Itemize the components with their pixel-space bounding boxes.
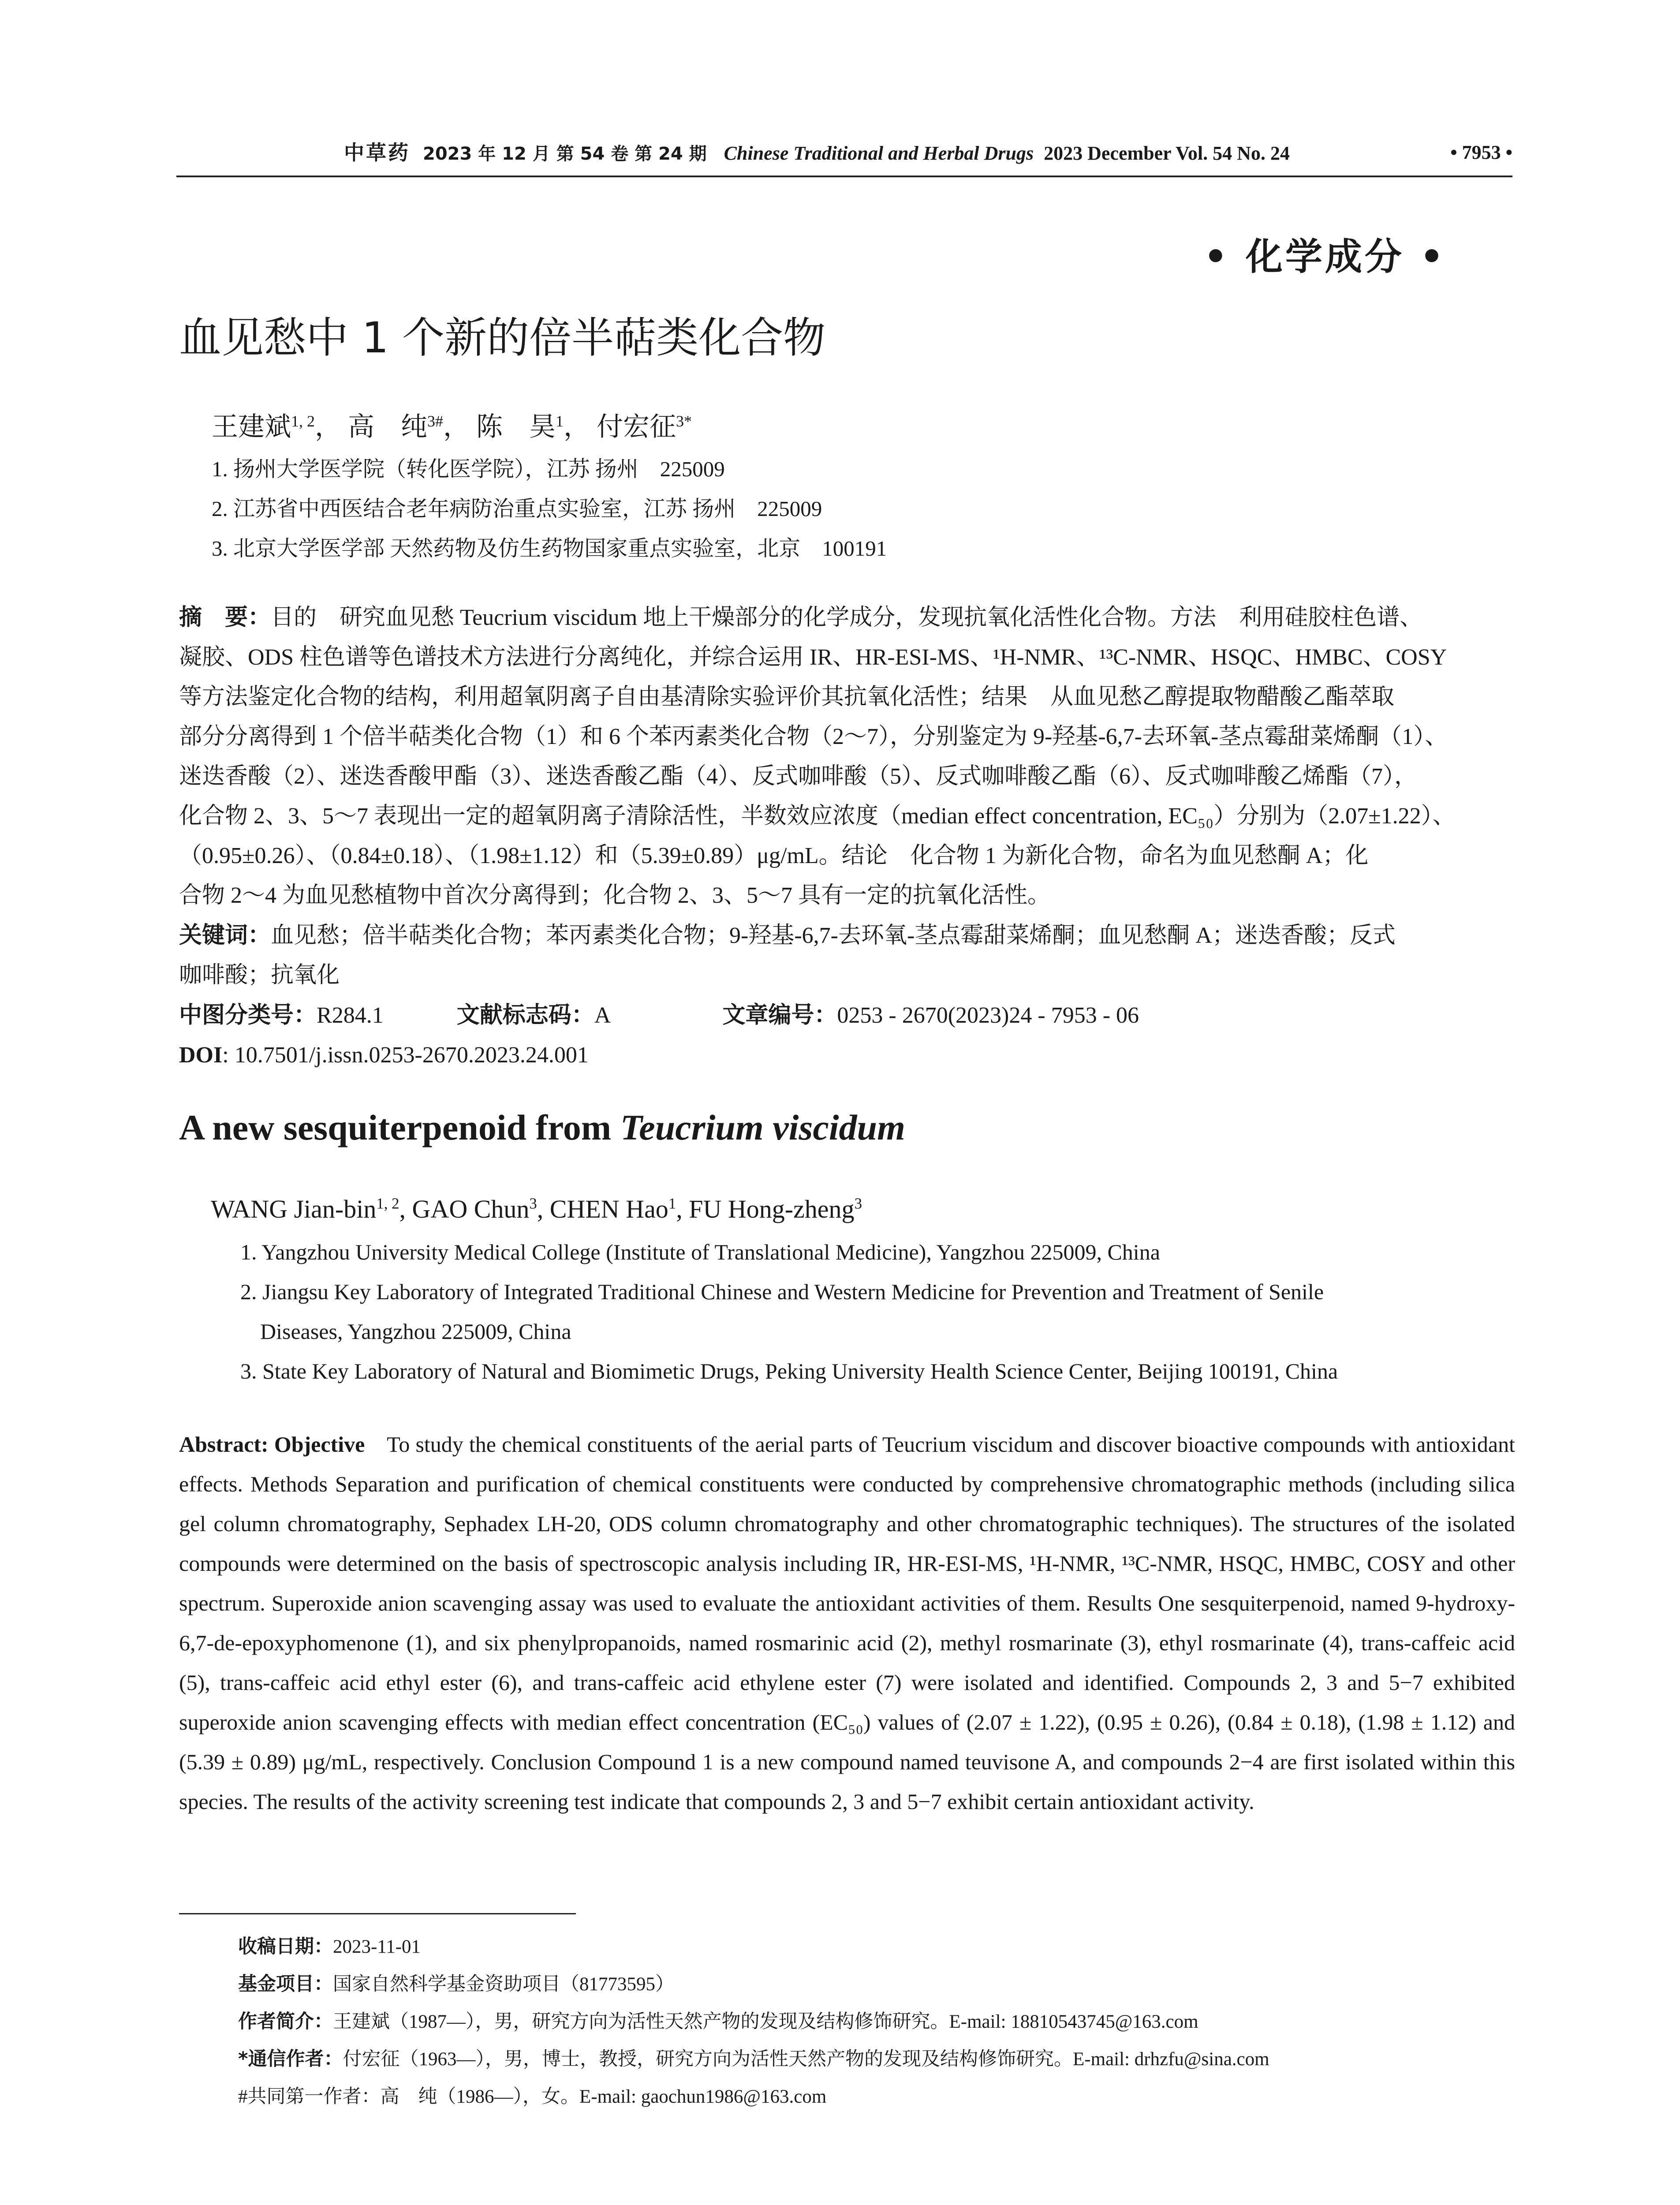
cn-abstract-label: 摘 要： [179,604,271,631]
cn-abstract-line: 凝胶、ODS 柱色谱等色谱技术方法进行分离纯化，并综合运用 IR、HR-ESI-MS、¹H-NMR、¹³C-NMR、HSQC、HMBC、COSY [179,645,1447,670]
footnote-fund [238,1969,674,1996]
en-title [179,1107,905,1148]
cn-affiliation: 2. 江苏省中西医结合老年病防治重点实验室，江苏 扬州 225009 [212,497,822,521]
journal-name-cn: 中草药 [344,141,410,164]
footnote-corresponding [238,2044,1269,2071]
en-affiliation: 3. State Key Laboratory of Natural and Biomimetic Drugs, Peking University Health Science Center, Beijing 100191, China [240,1359,1338,1383]
en-author-mark: 3 [854,1195,862,1212]
issue-en: 2023 December Vol. 54 No. 24 [1044,142,1290,164]
doccode-value: A [594,1003,610,1028]
doccode-label: 文献标志码： [456,1002,594,1028]
en-author: WANG Jian-bin [211,1195,377,1223]
cn-abstract-line: 等方法鉴定化合物的结构，利用超氧阴离子自由基清除实验评价其抗氧化活性；结果 从血见愁乙醇提取物醋酸乙酯萃取 [179,684,1395,710]
footnote-label: #共同第一作者： [238,2086,381,2107]
en-affiliation: Diseases, Yangzhou 225009, China [260,1319,571,1344]
cn-author-mark: 1 [556,412,564,430]
cn-affiliation: 3. 北京大学医学部 天然药物及仿生药物国家重点实验室，北京 100191 [212,536,887,561]
issue-cn: 2023 年 12 月 第 54 卷 第 24 期 [423,144,707,164]
cn-author: 陈 昊 [476,412,556,441]
en-abstract [179,1424,1515,1821]
article-no-value: 0253 - 2670(2023)24 - 7953 - 06 [837,1003,1139,1028]
footnote-received [238,1932,421,1958]
en-title-text: A new sesquiterpenoid from [179,1107,620,1147]
cn-abstract-line: 迷迭香酸（2）、迷迭香酸甲酯（3）、迷迭香酸乙酯（4）、反式咖啡酸（5）、反式咖啡酸乙酯（6）、反式咖啡酸乙烯酯（7）， [179,764,1418,789]
en-abstract-label: Abstract: Objective [179,1432,365,1457]
section-tag: • 化学成分 • [1204,235,1446,278]
keywords-line: 血见愁；倍半萜类化合物；苯丙素类化合物；9-羟基-6,7-去环氧-茎点霉甜菜烯酮；血见愁酮 A；迷迭香酸；反式 [271,923,1396,948]
en-author: CHEN Hao [549,1195,668,1223]
footnote-text: 王建斌（1987—），男，研究方向为活性天然产物的发现及结构修饰研究。E-mail: 18810543745@163.com [333,2011,1198,2032]
article-no-label: 文章编号： [722,1002,837,1028]
clc-label: 中图分类号： [179,1002,317,1028]
cn-abstract-line: 化合物 2、3、5～7 表现出一定的超氧阴离子清除活性，半数效应浓度（median effect concentration, EC₅₀）分别为（2.07±1.22）、 [179,804,1456,829]
cn-title: 血见愁中 1 个新的倍半萜类化合物 [179,313,826,363]
en-title-species: Teucrium viscidum [620,1107,905,1147]
cn-abstract-line: 目的 研究血见愁 Teucrium viscidum 地上干燥部分的化学成分，发现抗氧化活性化合物。方法 利用硅胶柱色谱、 [271,605,1423,630]
footnote-text: 国家自然科学基金资助项目（81773595） [333,1974,674,1995]
footnote-rule [179,1913,576,1914]
cn-abstract [179,598,1515,1075]
cn-abstract-line: （0.95±0.26）、（0.84±0.18）、（1.98±1.12）和（5.39±0.89）μg/mL。结论 化合物 1 为新化合物，命名为血见愁酮 A；化 [179,843,1369,868]
header-rule [176,176,1512,177]
footnote-text: 付宏征（1963—），男，博士，教授，研究方向为活性天然产物的发现及结构修饰研究。E-mail: drhzfu@sina.com [343,2049,1269,2070]
en-author-mark: 3 [529,1195,537,1212]
en-author-mark: 1, 2 [376,1195,399,1212]
page-number: • 7953 • [1450,142,1512,163]
en-authors: WANG Jian-bin$^{1, 2}$, GAO Chun$^3$, CHEN Hao$^1$, FU Hong-zheng$^3$ [211,1195,862,1223]
keywords-line: 咖啡酸；抗氧化 [179,963,340,988]
en-author: FU Hong-zheng [689,1195,855,1223]
en-abstract-text: To study the chemical constituents of the aerial parts of Teucrium viscidum and discover bioactive compounds with antioxidant effects. Methods Separation and purification of chemical constituents were conducted by comprehensive chromatographic methods (including silica gel column chromatography, Sephadex LH-20, ODS column chromatography and other chromatographic techniques). The structures of the isolated compounds were determined on the basis of spectroscopic analysis including IR, HR-ESI-MS, ¹H-NMR, ¹³C-NMR, HSQC, HMBC, COSY and other spectrum. Superoxide anion scavenging assay was used to evaluate the antioxidant activities of them. Results One sesquiterpenoid, named 9-hydroxy-6,7-de-epoxyphomenone (1), and six phenylpropanoids, named rosmarinic acid (2), methyl rosmarinate (3), ethyl rosmarinate (4), trans-caffeic acid (5), trans-caffeic acid ethyl ester (6), and trans-caffeic acid ethylene ester (7) were isolated and identified. Compounds 2, 3 and 5−7 exhibited superoxide anion scavenging effects with median effect concentration (EC₅₀) values of (2.07 ± 1.22), (0.95 ± 0.26), (0.84 ± 0.18), (1.98 ± 1.12) and (5.39 ± 0.89) μg/mL, respectively. Conclusion Compound 1 is a new compound named teuvisone A, and compounds 2−4 are first isolated within this species. The results of the activity screening test indicate that compounds 2, 3 and 5−7 exhibit certain antioxidant activity. [179,1432,1516,1814]
journal-name-en: Chinese Traditional and Herbal Drugs [724,142,1034,164]
cn-authors [212,406,692,444]
doi-label: DOI [179,1043,223,1068]
footnote-label: *通信作者： [238,2048,343,2070]
footnote-cofirst [238,2082,826,2108]
en-author: GAO Chun [412,1195,530,1223]
footnote-label: 作者简介： [238,2011,333,2033]
en-author-mark: 1 [668,1195,676,1212]
cn-author-mark: 1, 2 [291,412,315,430]
cn-author-sep: ， [564,412,590,441]
cn-author: 付宏征 [597,412,676,441]
cn-author: 高 纯 [348,412,427,441]
keywords-label: 关键词： [179,922,271,949]
footnote-author-bio [238,2007,1198,2033]
footnote-label: 收稿日期： [238,1936,333,1958]
footnote-label: 基金项目： [238,1973,333,1995]
cn-author-sep: ， [315,412,341,441]
running-header [176,140,1512,166]
en-affiliation: 1. Yangzhou University Medical College (Institute of Translational Medicine), Yangzhou 225009, China [240,1240,1160,1264]
doi-value: : 10.7501/j.issn.0253-2670.2023.24.001 [222,1043,589,1068]
en-affiliation: 2. Jiangsu Key Laboratory of Integrated Traditional Chinese and Western Medicine for Prevention and Treatment of Senile [240,1279,1324,1304]
cn-abstract-line: 部分分离得到 1 个倍半萜类化合物（1）和 6 个苯丙素类化合物（2～7），分别鉴定为 9-羟基-6,7-去环氧-茎点霉甜菜烯酮（1）、 [179,724,1448,749]
cn-affiliation: 1. 扬州大学医学院（转化医学院），江苏 扬州 225009 [212,457,725,481]
cn-author: 王建斌 [212,412,291,441]
clc-value: R284.1 [317,1003,384,1028]
footnote-text: 2023-11-01 [333,1936,421,1957]
cn-author-mark: 3* [676,412,692,430]
cn-author-mark: 3# [427,412,443,430]
cn-abstract-line: 合物 2～4 为血见愁植物中首次分离得到；化合物 2、3、5～7 具有一定的抗氧化活性。 [179,883,1051,908]
footnote-text: 高 纯（1986—），女。E-mail: gaochun1986@163.com [380,2086,827,2107]
cn-author-sep: ， [443,412,470,441]
